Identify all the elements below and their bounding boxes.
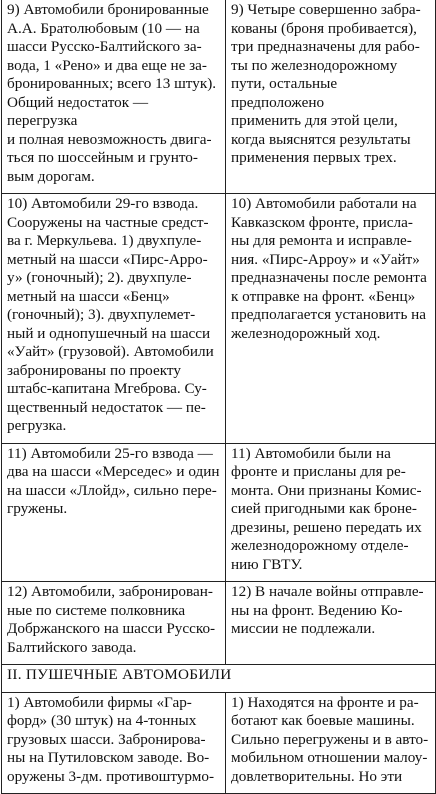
row-9-status: 9) Четыре совершенно забра- кованы (броня пробивается), три предназначены для рабо- ты по железнодорожному пути, остальные предположено применить для этой цели, когда выяснятся результаты применения первых трех. <box>226 0 436 194</box>
row-12-status: 12) В начале войны отправле- ны на фронт. Ведению Ко- миссии не подлежали. <box>226 582 436 665</box>
table-row <box>2 443 436 582</box>
section-title: II. ПУШЕЧНЫЕ АВТОМОБИЛИ <box>2 665 436 693</box>
row-11-status: 11) Автомобили были на фронте и присланы для ре- монта. Они признаны Комис- сией пригодными как броне- дрезины, решено передать их железнодорожному отделе- нию ГВТУ. <box>226 443 436 582</box>
table-row <box>2 194 436 444</box>
row-9-description: 9) Автомобили бронированные А.А. Братолюбовым (10 — на шасси Русско-Балтийского за- вода, 1 «Рено» и два еще не за- бронированных; всего 13 штук). Общий недостаток — перегрузка и полная невозможность двига- ться по шоссейным и грунто- вым дорогам. <box>2 0 226 194</box>
gun-row-1-status: 1) Находятся на фронте и ра- ботают как боевые машины. Сильно перегружены и в авто- мобильном отношении малоу- довлетворительны. Но эти <box>226 692 436 794</box>
armored-cars-table <box>1 0 436 794</box>
row-11-description: 11) Автомобили 25-го взвода — два на шасси «Мерседес» и один на шасси «Ллойд», сильно пере- гружены. <box>2 443 226 582</box>
row-10-description: 10) Автомобили 29-го взвода. Сооружены на частные средст- ва г. Меркульева. 1) двухпуле- метный на шасси «Пирс-Арро- у» (гоночный); 2). двухпуле- метный на шасси «Бенц» (гоночный); 3). двухпулемет- ный и однопушечный на шасси «Уайт» (грузовой). Автомобили забронированы по проекту штабс-капитана Мгеброва. Су- щественный недостаток — пе- регрузка. <box>2 194 226 444</box>
table-row <box>2 582 436 665</box>
gun-row-1-description: 1) Автомобили фирмы «Гар- форд» (30 штук) на 4-тонных грузовых шасси. Забронирова- ны на Путиловском заводе. Во- оружены 3-дм. противоштурмо- <box>2 692 226 794</box>
row-12-description: 12) Автомобили, забронирован- ные по системе полковника Добржанского на шасси Русско- Балтийского завода. <box>2 582 226 665</box>
table-row <box>2 0 436 194</box>
row-10-status: 10) Автомобили работали на Кавказском фронте, присла- ны для ремонта и исправле- ния. «Пирс-Арроу» и «Уайт» предназначены после ремонта к отправке на фронт. «Бенц» предполагается установить на железнодорожный ход. <box>226 194 436 444</box>
table-row <box>2 692 436 794</box>
section-header-row <box>2 665 436 693</box>
